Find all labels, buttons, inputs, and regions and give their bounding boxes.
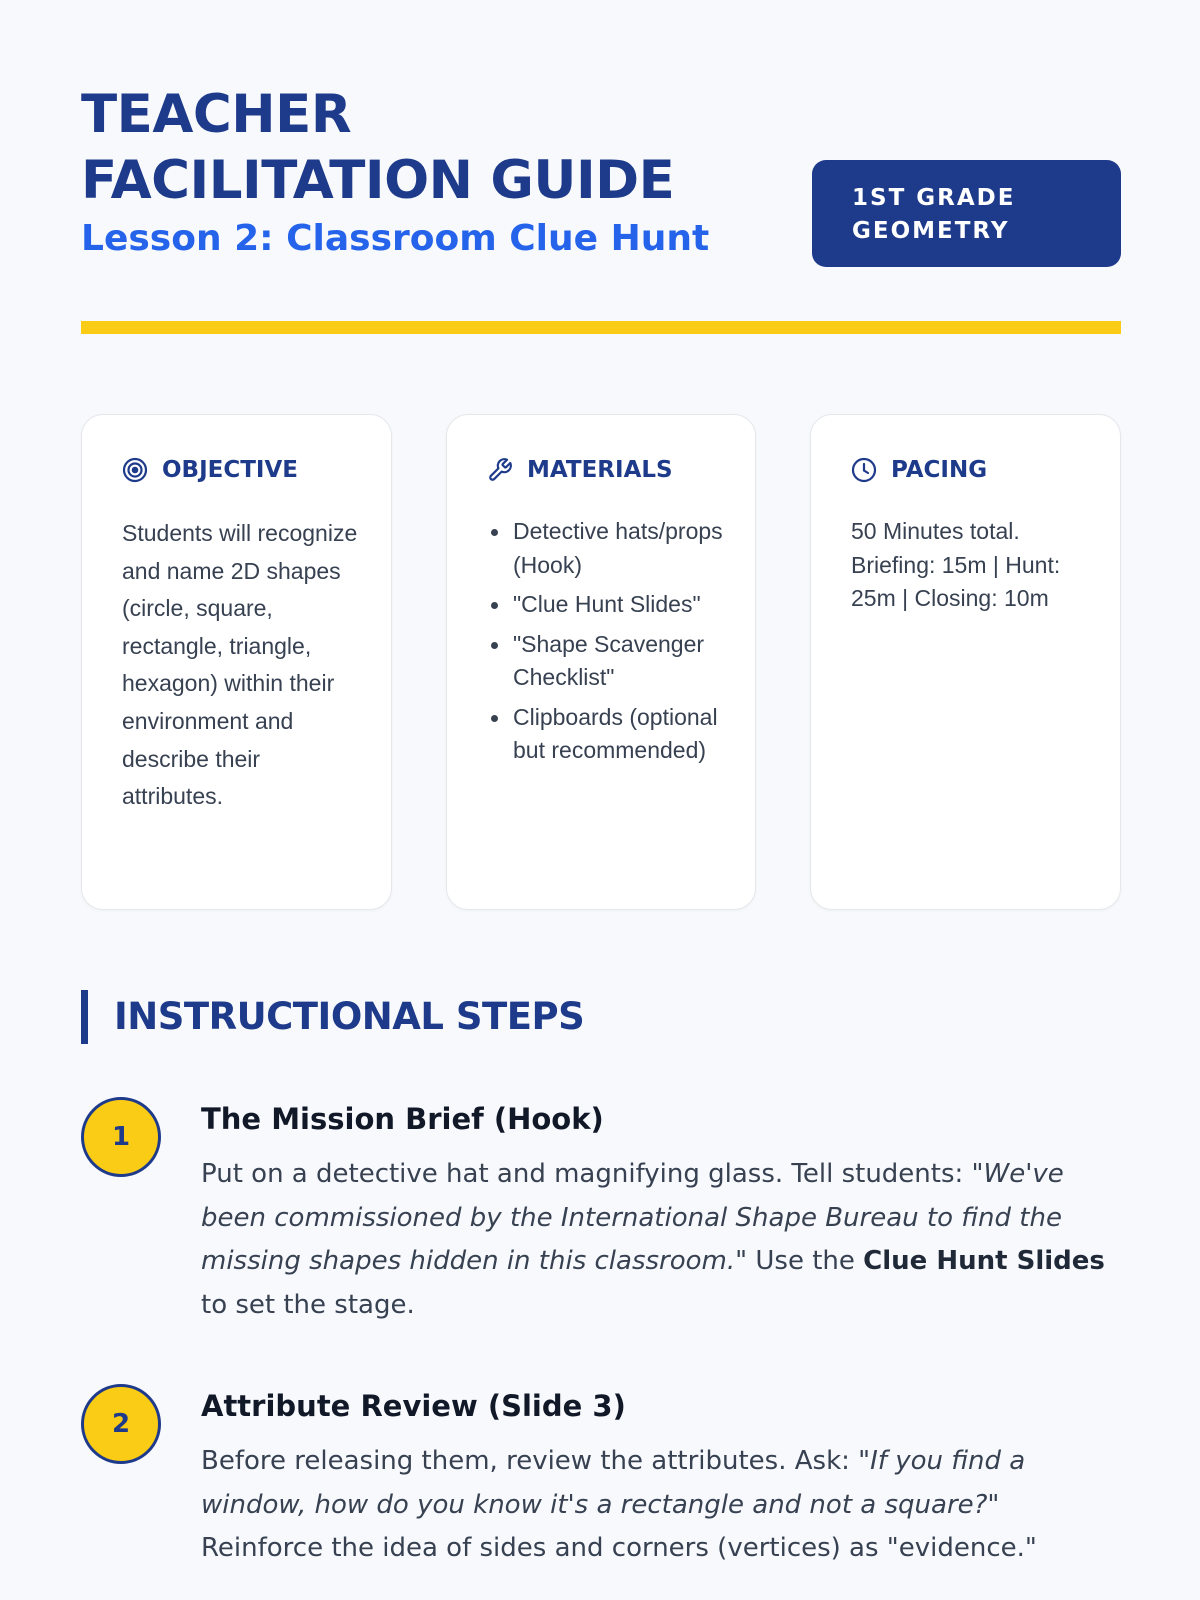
target-icon [122,457,148,483]
objective-card-title: OBJECTIVE [162,457,298,483]
materials-list [487,515,731,774]
grade-badge [812,160,1121,267]
header-divider [81,321,1121,334]
step-description [201,1153,1106,1327]
step-text-plain: Before releasing them, review the attributes. Ask: [201,1446,859,1476]
clock-icon [851,457,877,483]
step-title: Attribute Review (Slide 3) [201,1389,626,1423]
step-description [201,1440,1106,1571]
step-text-plain: Put on a detective hat and magnifying glass. Tell students: [201,1159,972,1189]
pacing-card-header [851,457,987,483]
wrench-icon [487,457,513,483]
materials-card [446,414,756,910]
title-line-2: FACILITATION GUIDE [81,150,675,211]
grade-badge-line-1: 1ST GRADE [852,185,1016,211]
lesson-subtitle: Lesson 2: Classroom Clue Hunt [81,218,710,259]
materials-item: "Clue Hunt Slides" [487,588,731,622]
step-number-badge: 2 [81,1384,161,1464]
materials-card-header [487,457,673,483]
objective-card [81,414,392,910]
materials-item: "Shape Scavenger Checklist" [487,628,731,695]
step-number-badge: 1 [81,1097,161,1177]
step-text-bold: Clue Hunt Slides [863,1246,1105,1276]
title-line-1: TEACHER [81,84,352,145]
step-title: The Mission Brief (Hook) [201,1102,604,1136]
step-text-quote: "If you find a window, how do you know it's a rectangle and not a square?" [201,1446,1026,1520]
pacing-card [810,414,1121,910]
page-title [81,82,781,214]
materials-item: Clipboards (optional but recommended) [487,701,731,768]
objective-card-header [122,457,298,483]
step-text-after: Use the [747,1246,864,1276]
pacing-text: 50 Minutes total. Briefing: 15m | Hunt: 25m | Closing: 10m [851,518,1061,611]
materials-card-title: MATERIALS [527,457,673,483]
step-text-after: Reinforce the idea of sides and corners (vertices) as "evidence." [201,1533,1037,1563]
page-header [81,82,1121,272]
step-text-end: to set the stage. [201,1289,415,1320]
materials-item: Detective hats/props (Hook) [487,515,731,582]
instructional-steps-heading: INSTRUCTIONAL STEPS [81,990,584,1044]
step-text-quote: "We've been commissioned by the International Shape Bureau to find the missing shapes hidden in this classroom." [201,1159,1064,1276]
pacing-card-title: PACING [891,457,988,483]
grade-badge-line-2: GEOMETRY [852,218,1010,244]
objective-text: Students will recognize and name 2D shapes (circle, square, rectangle, triangle, hexagon) within their environment and describe their attributes. [122,520,358,810]
